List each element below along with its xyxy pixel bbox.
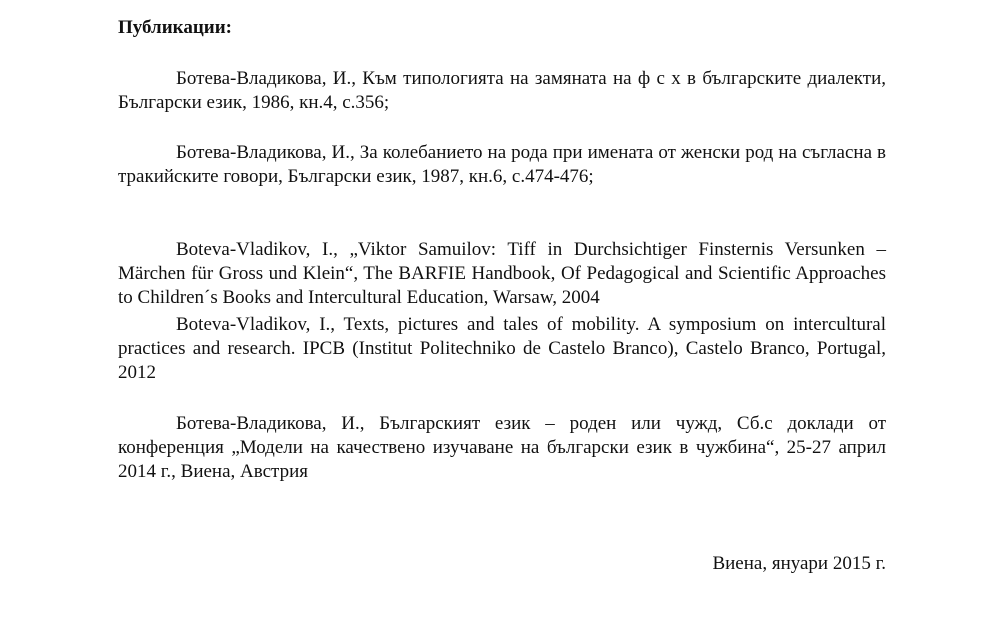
publication-entry-1: Ботева-Владикова, И., Към типологията на замяната на ф с х в българските диалекти, Български език, 1986, кн.4, с.356; <box>118 68 886 113</box>
publications-heading: Публикации: <box>118 17 232 38</box>
document-page <box>118 0 886 635</box>
publication-entry-3: Boteva-Vladikov, I., „Viktor Samuilov: Tiff in Durchsichtiger Finsternis Versunken – Märchen für Gross und Klein“, The BARFIE Handbook, Of Pedagogical and Scientific Approaches to Children´s Books and Intercultural Education, Warsaw, 2004 <box>118 239 886 308</box>
publication-entry-4: Boteva-Vladikov, I., Texts, pictures and tales of mobility. A symposium on intercultural practices and research. IPCB (Institut Politechniko de Castelo Branco), Castelo Branco, Portugal, 2012 <box>118 314 886 383</box>
place-date-signoff: Виена, януари 2015 г. <box>712 553 886 574</box>
publication-entry-5: Ботева-Владикова, И., Българският език – роден или чужд, Сб.с доклади от конференция „Модели на качествено изучаване на български език в чужбина“, 25-27 април 2014 г., Виена, Австрия <box>118 413 886 482</box>
publication-entry-2: Ботева-Владикова, И., За колебанието на рода при имената от женски род на съгласна в тракийските говори, Български език, 1987, кн.6, с.474-476; <box>118 142 886 187</box>
